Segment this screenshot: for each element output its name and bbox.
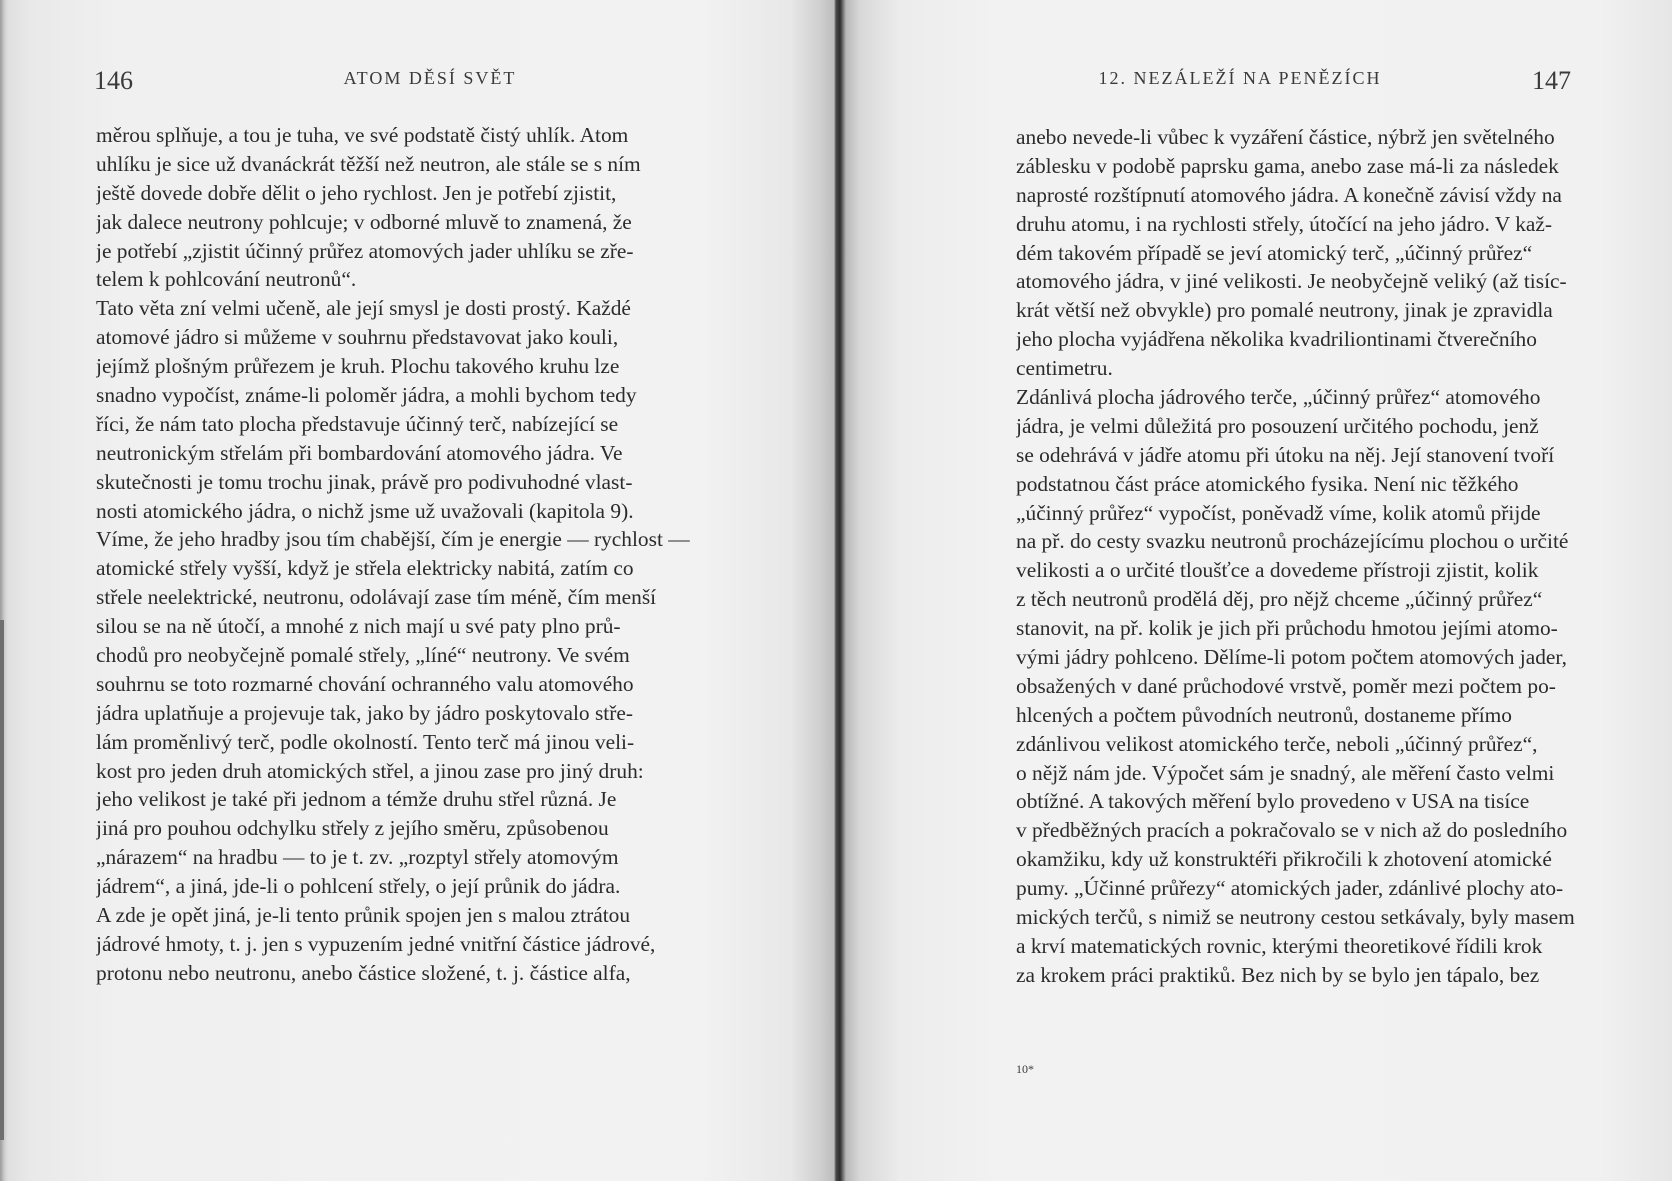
left-page-body [96,121,776,988]
text-line: mických terčů, s nimiž se neutrony cestou setkávaly, byly masem [1016,905,1575,930]
text-line: Víme, že jeho hradby jsou tím chabější, čím je energie — rychlost — [96,527,690,552]
text-line: obsažených v dané průchodové vrstvě, poměr mezi počtem po- [1016,673,1556,698]
text-line: říci, že nám tato plocha představuje účinný terč, nabízející se [96,411,619,436]
text-line: zdánlivou velikost atomického terče, neboli „účinný průřez“, [1016,731,1538,756]
text-line: protonu nebo neutronu, anebo částice složené, t. j. částice alfa, [96,960,631,985]
text-line: uhlíku je sice už dvanáckrát těžší než neutron, ale stále se s ním [96,151,641,176]
text-line: hlcených a počtem původních neutronů, dostaneme přímo [1016,702,1513,727]
text-line: z těch neutronů prodělá děj, pro nějž chceme „účinný průřez“ [1016,587,1543,612]
printer-signature-mark: 10* [1016,1062,1034,1076]
text-line: naprosté rozštípnutí atomového jádra. A konečně závisí vždy na [1016,182,1562,207]
text-line: na př. do cesty svazku neutronů procházejícímu plochou o určité [1016,529,1569,554]
text-line: silou se na ně útočí, a mnohé z nich mají u své paty plno prů- [96,614,621,639]
text-line: vými jádry pohlceno. Dělíme-li potom počtem atomových jader, [1016,645,1567,670]
text-line: atomové jádro si můžeme v souhrnu představovat jako kouli, [96,325,619,350]
text-line: střele neelektrické, neutronu, odolávají zase tím méně, čím menší [96,585,657,610]
text-line: se odehrává v jádře atomu při útoku na něj. Její stanovení tvoří [1016,442,1555,467]
text-line: jeho plocha vyjádřena několika kvadriliontinami čtverečního [1016,327,1537,352]
text-line: Tato věta zní velmi učeně, ale její smysl je dosti prostý. Každé [96,296,631,321]
text-line: a krví matematických rovnic, kterými theoretikové řídili krok [1016,933,1543,958]
text-line: atomového jádra, v jiné velikosti. Je neobyčejně veliký (až tisíc- [1016,269,1567,294]
text-line: lám proměnlivý terč, podle okolností. Tento terč má jinou veli- [96,729,635,754]
right-running-head: 12. NEZÁLEŽÍ NA PENĚZÍCH [1098,68,1382,88]
text-line: chodů pro neobyčejně pomalé střely, „líné“ neutrony. Ve svém [96,643,630,668]
text-line: jádrové hmoty, t. j. jen s vypuzením jedné vnitřní částice jádrové, [96,931,656,956]
left-page-number: 146 [94,66,133,95]
text-line: telem k pohlcování neutronů“. [96,267,357,292]
text-line: jádra uplatňuje a projevuje tak, jako by jádro poskytovalo stře- [96,700,633,725]
text-line: je potřebí „zjistit účinný průřez atomových jader uhlíku se zře- [96,238,634,263]
text-line: za krokem práci praktiků. Bez nich by se bylo jen tápalo, bez [1016,962,1540,987]
text-line: „nárazem“ na hradbu — to je t. zv. „rozptyl střely atomovým [96,845,619,870]
text-line: krát větší než obvykle) pro pomalé neutrony, jinak je zpravidla [1016,298,1553,323]
text-line: anebo nevede-li vůbec k vyzáření částice, nýbrž jen světelného [1016,125,1555,149]
text-line: druhu atomu, i na rychlosti střely, útočící na jeho jádro. V kaž- [1016,211,1553,236]
text-line: atomické střely vyšší, když je střela elektricky nabitá, zatím co [96,556,634,581]
text-line: jeho velikost je také při jednom a témže druhu střel různá. Je [96,787,617,812]
text-line: měrou splňuje, a tou je tuha, ve své podstatě čistý uhlík. Atom [96,123,629,147]
text-line: neutronickým střelám při bombardování atomového jádra. Ve [96,440,623,465]
text-line: „účinný průřez“ vypočíst, poněvadž víme, kolik atomů přijde [1016,500,1541,525]
text-line: v předběžných pracích a pokračovalo se v nich až do posledního [1016,818,1568,843]
text-line: pumy. „Účinné průřezy“ atomických jader, zdánlivé plochy ato- [1016,876,1564,901]
text-line: obtížné. A takových měření bylo provedeno v USA na tisíce [1016,789,1530,814]
right-page-number: 147 [1532,66,1571,95]
text-line: kost pro jeden druh atomických střel, a jinou zase pro jiný druh: [96,758,644,783]
right-page-body [1016,123,1626,990]
text-line: nosti atomického jádra, o nichž jsme už uvažovali (kapitola 9). [96,498,634,523]
text-line: jejímž plošným průřezem je kruh. Plochu takového kruhu lze [96,354,620,379]
text-line: jádrem“, a jiná, jde-li o pohlcení střely, o její průnik do jádra. [96,874,621,899]
text-line: ještě dovede dobře dělit o jeho rychlost. Jen je potřebí zjistit, [96,180,617,205]
text-line: stanovit, na př. kolik je jich při průchodu hmotou jejími atomo- [1016,616,1558,641]
text-line: souhrnu se toto rozmarné chování ochranného valu atomového [96,671,634,696]
left-running-head: ATOM DĚSÍ SVĚT [343,68,517,88]
text-line: podstatnou část práce atomického fysika. Není nic těžkého [1016,471,1519,496]
text-line: snadno vypočíst, známe-li poloměr jádra, a mohli bychom tedy [96,383,637,408]
text-line: A zde je opět jiná, je-li tento průnik spojen jen s malou ztrátou [96,903,631,928]
text-line: centimetru. [1016,356,1113,381]
text-line: jádra, je velmi důležitá pro posouzení určitého pochodu, jenž [1016,413,1539,438]
text-line: Zdánlivá plocha jádrového terče, „účinný průřez“ atomového [1016,385,1541,410]
text-line: o nějž nám jde. Výpočet sám je snadný, ale měření často velmi [1016,760,1555,785]
text-line: skutečnosti je tomu trochu jinak, právě pro podivuhodné vlast- [96,469,633,494]
text-line: záblesku v podobě paprsku gama, anebo zase má-li za následek [1016,153,1559,178]
text-line: jak dalece neutrony pohlcuje; v odborné mluvě to znamená, že [96,209,632,234]
text-line: jiná pro pouhou odchylku střely z jejího směru, způsobenou [96,816,609,841]
right-page [840,0,1672,1181]
text-line: dém takovém případě se jeví atomický terč, „účinný průřez“ [1016,240,1533,265]
text-line: velikosti a o určité tloušťce a dovedeme přístroji zjistit, kolik [1016,558,1539,583]
text-line: okamžiku, kdy už konstruktéři přikročili k zhotovení atomické [1016,847,1552,872]
